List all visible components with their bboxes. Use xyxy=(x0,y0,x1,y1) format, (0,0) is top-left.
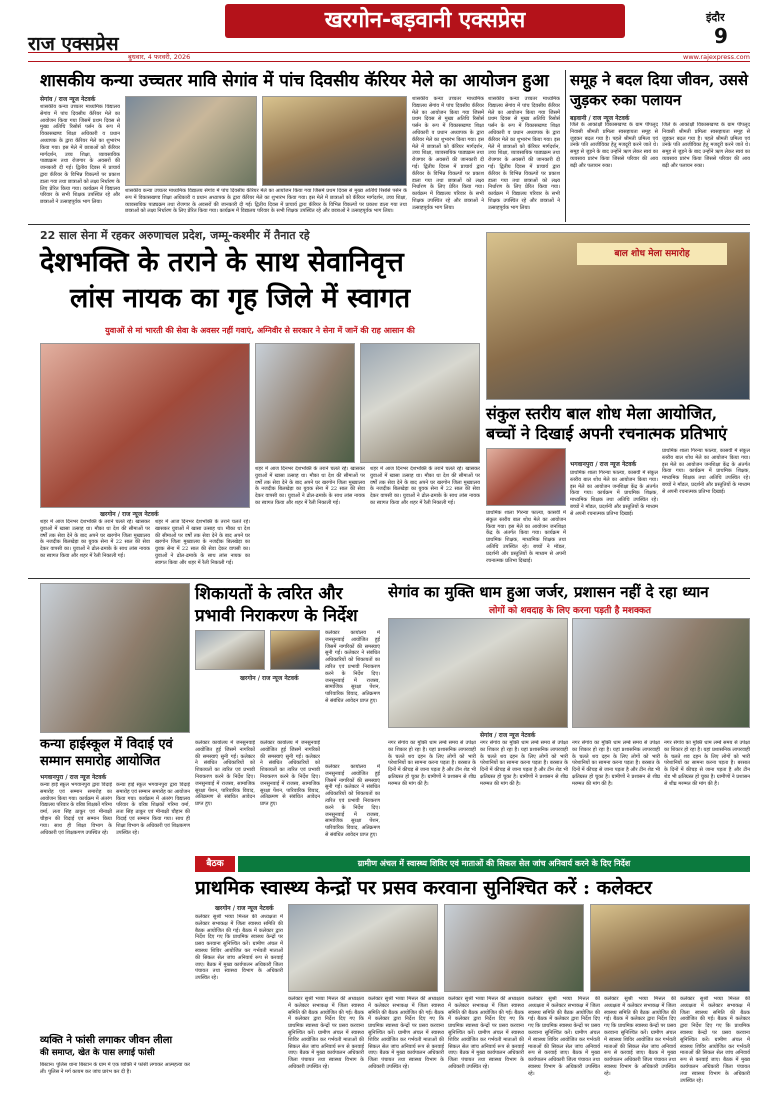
story9-photo1 xyxy=(288,904,438,992)
story1-photo1 xyxy=(125,96,257,186)
edition-city: इंदौर xyxy=(706,11,725,24)
story5-body-col3: कलेक्टर कार्यालय में जनसुनवाई आयोजित हुई जिसमें नागरिकों की समस्याएं सुनी गईं। कलेक्टर ने संबंधित अधिकारियों को शिकायतों का त्वरित एवं प्रभावी निराकरण करने के निर्देश दिए। जनसुनवाई में राजस्व, सामाजिक सुरक्षा पेंशन, पारिवारिक विवाद, अतिक्रमण से संबंधित आवेदन प्राप्त हुए। xyxy=(260,740,320,808)
story1-byline: सेगांव / राज न्यूज नेटवर्क xyxy=(40,96,96,103)
section-divider xyxy=(28,224,750,225)
edition-title: खरगोन-बड़वानी एक्सप्रेस xyxy=(225,4,625,38)
story6-headline: सेगांव का मुक्ति धाम हुआ जर्जर, प्रशासन नहीं दे रहा ध्यान xyxy=(388,583,709,601)
website-url[interactable]: www.rajexpress.com xyxy=(683,53,750,61)
story4-body-col3: प्राथमिक शाला गिरन्या फाल्या, कासवी में संकुल स्तरीय बाल शोध मेले का आयोजन किया गया। इस मेले का आयोजन जनशिक्षा केंद्र के अंतर्गत किया गया। कार्यक्रम में प्राथमिक शिक्षक, माध्यमिक शिक्षक तथा अतिथि उपस्थित रहे। बच्चों ने मॉडल, प्रदर्शनी और प्रस्तुतियों के माध्यम से अपनी रचनात्मक प्रतिभा दिखाई। xyxy=(486,510,566,564)
story8-headline-2: की समाप्त, खेत के पास लगाई फांसी xyxy=(40,1048,155,1058)
story5-photo1 xyxy=(40,583,190,733)
story6-photo1 xyxy=(388,618,568,728)
story5-photo3 xyxy=(270,630,320,670)
section-divider-2 xyxy=(28,578,750,579)
story6-strap: लोगों को शवदाह के लिए करना पड़ती है मशक्कत xyxy=(488,606,651,616)
story1-body-col3: शासकीय कन्या उच्चतर माध्यमिक विद्यालय सेगांव में पांच दिवसीय कॅरियर मेले का आयोजन किया गया जिसमें प्रथम दिवस से मुख्य अतिथि रिसोर्स पर्सन के रूप में विकासखण्ड शिक्षा अधिकारी व प्रधान अध्यापक के द्वारा कॅरियर मेले का शुभारंभ किया गया। इस मेले में छात्राओं को कॅरियर मार्गदर्शन, उच्च शिक्षा, व्यावसायिक पाठ्यक्रम तथा रोजगार के अवसरों की जानकारी दी गई। द्वितीय दिवस में प्राचार्य द्वारा कॅरियर के विभिन्न विकल्पों पर प्रकाश डाला गया तथा छात्राओं को लक्ष्य निर्धारण के लिए प्रेरित किया गया। कार्यक्रम में विद्यालय परिवार के सभी शिक्षक उपस्थित रहे और छात्राओं ने उत्साहपूर्वक भाग लिया। xyxy=(412,96,484,211)
story4-byline: भगवानपुरा / राज न्यूज नेटवर्क xyxy=(570,461,637,468)
story3-strap: युवाओं से मां भारती की सेवा के अवसर नहीं गवाएं, अग्निवीर से सरकार ने सेना में जानें की राह आसान की xyxy=(40,323,480,338)
story5-body-col4: कलेक्टर कार्यालय में जनसुनवाई आयोजित हुई जिसमें नागरिकों की समस्याएं सुनी गईं। कलेक्टर ने संबंधित अधिकारियों को शिकायतों का त्वरित एवं प्रभावी निराकरण करने के निर्देश दिए। जनसुनवाई में राजस्व, सामाजिक सुरक्षा पेंशन, पारिवारिक विवाद, अतिक्रमण से संबंधित आवेदन प्राप्त हुए। xyxy=(325,764,380,838)
story6-body-col3: नगर सेगांव का मुक्ति धाम लम्बे समय से उपेक्षा का शिकार हो रहा है। यहां प्रशासनिक लापरवाही के चलते शव दहन के लिए लोगों को भारी परेशानियों का सामना करना पड़ता है। बरसात के दिनों में कीचड़ से जाना पड़ता है और टीन शेड भी क्षतिग्रस्त हो चुका है। ग्रामीणों ने प्रशासन से शीघ्र मरम्मत की मांग की है। xyxy=(572,740,660,787)
story1-headline: शासकीय कन्या उच्चतर मावि सेगांव में पांच दिवसीय कॅरियर मेले का आयोजन हुआ xyxy=(40,71,549,91)
issue-date: बुधवार, 4 फरवरी, 2026 xyxy=(128,53,191,61)
story7-headline-1: कन्या हाईस्कूल में विदाई एवं xyxy=(40,737,173,752)
story1-body-col2: शासकीय कन्या उच्चतर माध्यमिक विद्यालय सेगांव में पांच दिवसीय कॅरियर मेले का आयोजन किया गया जिसमें प्रथम दिवस से मुख्य अतिथि रिसोर्स पर्सन के रूप में विकासखण्ड शिक्षा अधिकारी व प्रधान अध्यापक के द्वारा कॅरियर मेले का शुभारंभ किया गया। इस मेले में छात्राओं को कॅरियर मार्गदर्शन, उच्च शिक्षा, व्यावसायिक पाठ्यक्रम तथा रोजगार के अवसरों की जानकारी दी गई। द्वितीय दिवस में प्राचार्य द्वारा कॅरियर के विभिन्न विकल्पों पर प्रकाश डाला गया तथा छात्राओं को लक्ष्य निर्धारण के लिए प्रेरित किया गया। कार्यक्रम में विद्यालय परिवार के सभी शिक्षक उपस्थित रहे और छात्राओं ने उत्साहपूर्वक भाग लिया। xyxy=(125,188,407,215)
story9-body-col1: कलेक्टर सुश्री भव्या मित्तल की अध्यक्षता में कलेक्टर सभाकक्ष में जिला स्वास्थ्य समिति की बैठक आयोजित की गई। बैठक में कलेक्टर द्वारा निर्देश दिए गए कि प्राथमिक स्वास्थ्य केन्द्रों पर प्रसव करवाना सुनिश्चित करें। ग्रामीण अंचल में स्वास्थ्य शिविर आयोजित कर गर्भवती माताओं की सिकल सेल जांच अनिवार्य रूप से करवाई जाए। बैठक में मुख्य कार्यपालन अधिकारी जिला पंचायत तथा स्वास्थ्य विभाग के अधिकारी उपस्थित रहे। xyxy=(195,914,283,982)
story1-body-col1: शासकीय कन्या उच्चतर माध्यमिक विद्यालय सेगांव में पांच दिवसीय कॅरियर मेले का आयोजन किया गया जिसमें प्रथम दिवस से मुख्य अतिथि रिसोर्स पर्सन के रूप में विकासखण्ड शिक्षा अधिकारी व प्रधान अध्यापक के द्वारा कॅरियर मेले का शुभारंभ किया गया। इस मेले में छात्राओं को कॅरियर मार्गदर्शन, उच्च शिक्षा, व्यावसायिक पाठ्यक्रम तथा रोजगार के अवसरों की जानकारी दी गई। द्वितीय दिवस में प्राचार्य द्वारा कॅरियर के विभिन्न विकल्पों पर प्रकाश डाला गया तथा छात्राओं को लक्ष्य निर्धारण के लिए प्रेरित किया गया। कार्यक्रम में विद्यालय परिवार के सभी शिक्षक उपस्थित रहे और छात्राओं ने उत्साहपूर्वक भाग लिया। xyxy=(40,104,120,206)
story8-body: बिस्टान। पुलिस थाना बिस्टान के ग्राम में एक व्यक्ति ने फांसी लगाकर आत्महत्या कर ली। पुलिस ने मर्ग कायम कर जांच प्रारंभ कर दी है। xyxy=(40,1062,190,1075)
story3-photo2 xyxy=(255,343,355,463)
story9-body-col5: कलेक्टर सुश्री भव्या मित्तल की अध्यक्षता में कलेक्टर सभाकक्ष में जिला स्वास्थ्य समिति की बैठक आयोजित की गई। बैठक में कलेक्टर द्वारा निर्देश दिए गए कि प्राथमिक स्वास्थ्य केन्द्रों पर प्रसव करवाना सुनिश्चित करें। ग्रामीण अंचल में स्वास्थ्य शिविर आयोजित कर गर्भवती माताओं की सिकल सेल जांच अनिवार्य रूप से करवाई जाए। बैठक में मुख्य कार्यपालन अधिकारी जिला पंचायत तथा स्वास्थ्य विभाग के अधिकारी उपस्थित रहे। xyxy=(528,996,600,1077)
story9-headline: प्राथमिक स्वास्थ्य केन्द्रों पर प्रसव करवाना सुनिश्चित करें : कलेक्टर xyxy=(195,877,652,899)
column-divider xyxy=(565,70,566,222)
story4-body-col1: प्राथमिक शाला गिरन्या फाल्या, कासवी में संकुल स्तरीय बाल शोध मेले का आयोजन किया गया। इस मेले का आयोजन जनशिक्षा केंद्र के अंतर्गत किया गया। कार्यक्रम में प्राथमिक शिक्षक, माध्यमिक शिक्षक तथा अतिथि उपस्थित रहे। बच्चों ने मॉडल, प्रदर्शनी और प्रस्तुतियों के माध्यम से अपनी रचनात्मक प्रतिभा दिखाई। xyxy=(570,470,658,517)
story6-body-col4: नगर सेगांव का मुक्ति धाम लम्बे समय से उपेक्षा का शिकार हो रहा है। यहां प्रशासनिक लापरवाही के चलते शव दहन के लिए लोगों को भारी परेशानियों का सामना करना पड़ता है। बरसात के दिनों में कीचड़ से जाना पड़ता है और टीन शेड भी क्षतिग्रस्त हो चुका है। ग्रामीणों ने प्रशासन से शीघ्र मरम्मत की मांग की है। xyxy=(664,740,750,787)
story6-body-col1: नगर सेगांव का मुक्ति धाम लम्बे समय से उपेक्षा का शिकार हो रहा है। यहां प्रशासनिक लापरवाही के चलते शव दहन के लिए लोगों को भारी परेशानियों का सामना करना पड़ता है। बरसात के दिनों में कीचड़ से जाना पड़ता है और टीन शेड भी क्षतिग्रस्त हो चुका है। ग्रामीणों ने प्रशासन से शीघ्र मरम्मत की मांग की है। xyxy=(388,740,476,787)
story6-body-col2: नगर सेगांव का मुक्ति धाम लम्बे समय से उपेक्षा का शिकार हो रहा है। यहां प्रशासनिक लापरवाही के चलते शव दहन के लिए लोगों को भारी परेशानियों का सामना करना पड़ता है। बरसात के दिनों में कीचड़ से जाना पड़ता है और टीन शेड भी क्षतिग्रस्त हो चुका है। ग्रामीणों ने प्रशासन से शीघ्र मरम्मत की मांग की है। xyxy=(480,740,568,787)
story3-photo3 xyxy=(360,343,480,463)
story9-kicker: ग्रामीण अंचल में स्वास्थ्य शिविर एवं माताओं की सिकल सेल जांच अनिवार्य करने के दिए निर्देश xyxy=(238,856,750,872)
story2-body-col1: जिले के आकांक्षी विकासखण्ड के ग्राम पीपलूद निवासी श्रीमती प्रमिला स्वसहायता समूह से जुड़कर बदल गया है। पहले श्रीमती प्रमिला एवं उनके पति आजीविका हेतु मजदूरी करने जाते थे। समूह से जुड़ने के बाद उन्होंने ऋण लेकर स्वयं का व्यवसाय प्रारंभ किया जिससे परिवार की आय बढ़ी और पलायन रुका। xyxy=(570,122,658,169)
story5-body-col1: कलेक्टर कार्यालय में जनसुनवाई आयोजित हुई जिसमें नागरिकों की समस्याएं सुनी गईं। कलेक्टर ने संबंधित अधिकारियों को शिकायतों का त्वरित एवं प्रभावी निराकरण करने के निर्देश दिए। जनसुनवाई में राजस्व, सामाजिक सुरक्षा पेंशन, पारिवारिक विवाद, अतिक्रमण से संबंधित आवेदन प्राप्त हुए। xyxy=(325,630,380,704)
story3-headline-1: देशभक्ति के तराने के साथ सेवानिवृत्त xyxy=(40,247,404,278)
story3-headline-2: लांस नायक का गृह जिले में स्वागत xyxy=(70,283,411,314)
story3-photo1 xyxy=(40,343,250,508)
story9-body-col2: कलेक्टर सुश्री भव्या मित्तल की अध्यक्षता में कलेक्टर सभाकक्ष में जिला स्वास्थ्य समिति की बैठक आयोजित की गई। बैठक में कलेक्टर द्वारा निर्देश दिए गए कि प्राथमिक स्वास्थ्य केन्द्रों पर प्रसव करवाना सुनिश्चित करें। ग्रामीण अंचल में स्वास्थ्य शिविर आयोजित कर गर्भवती माताओं की सिकल सेल जांच अनिवार्य रूप से करवाई जाए। बैठक में मुख्य कार्यपालन अधिकारी जिला पंचायत तथा स्वास्थ्य विभाग के अधिकारी उपस्थित रहे। xyxy=(288,996,364,1070)
paper-name: राज एक्सप्रेस xyxy=(28,33,119,55)
story9-body-col7: कलेक्टर सुश्री भव्या मित्तल की अध्यक्षता में कलेक्टर सभाकक्ष में जिला स्वास्थ्य समिति की बैठक आयोजित की गई। बैठक में कलेक्टर द्वारा निर्देश दिए गए कि प्राथमिक स्वास्थ्य केन्द्रों पर प्रसव करवाना सुनिश्चित करें। ग्रामीण अंचल में स्वास्थ्य शिविर आयोजित कर गर्भवती माताओं की सिकल सेल जांच अनिवार्य रूप से करवाई जाए। बैठक में मुख्य कार्यपालन अधिकारी जिला पंचायत तथा स्वास्थ्य विभाग के अधिकारी उपस्थित रहे। xyxy=(680,996,750,1084)
story4-headline-2: बच्चों ने दिखाई अपनी रचनात्मक प्रतिभाएं xyxy=(486,424,727,443)
story9-section: बैठक xyxy=(195,856,235,872)
story7-byline: भगवानपुरा / राज न्यूज नेटवर्क xyxy=(40,774,107,781)
story4-headline-1: संकुल स्तरीय बाल शोध मेला आयोजित, xyxy=(486,404,718,423)
story2-byline: बड़वानी / राज न्यूज नेटवर्क xyxy=(570,115,630,122)
story1-body-col4: शासकीय कन्या उच्चतर माध्यमिक विद्यालय सेगांव में पांच दिवसीय कॅरियर मेले का आयोजन किया गया जिसमें प्रथम दिवस से मुख्य अतिथि रिसोर्स पर्सन के रूप में विकासखण्ड शिक्षा अधिकारी व प्रधान अध्यापक के द्वारा कॅरियर मेले का शुभारंभ किया गया। इस मेले में छात्राओं को कॅरियर मार्गदर्शन, उच्च शिक्षा, व्यावसायिक पाठ्यक्रम तथा रोजगार के अवसरों की जानकारी दी गई। द्वितीय दिवस में प्राचार्य द्वारा कॅरियर के विभिन्न विकल्पों पर प्रकाश डाला गया तथा छात्राओं को लक्ष्य निर्धारण के लिए प्रेरित किया गया। कार्यक्रम में विद्यालय परिवार के सभी शिक्षक उपस्थित रहे और छात्राओं ने उत्साहपूर्वक भाग लिया। xyxy=(488,96,560,211)
story7-headline-2: सम्मान समारोह आयोजित xyxy=(40,754,161,769)
story1-photo2 xyxy=(262,96,407,186)
story3-body-col4: शहर में आज दिनभर देशभक्ति के तराने चलते रहे। खासकर युवाओं में खासा उत्साह था। मौका था देश की सीमाओं पर वर्षों तक सेवा देने के बाद अपने घर खरगोन जिला मुख्यालय के नजदीक बिलखेड़ा का युवक सेना में 22 साल की सेवा देकर वापसी का। युवाओं ने ढोल-ढमाके के साथ लांस नायक का स्वागत किया और शहर में रैली निकाली गई। xyxy=(155,519,250,566)
story5-photo2 xyxy=(195,630,265,670)
story9-photo3 xyxy=(590,904,750,992)
story2-headline: समूह ने बदल दिया जीवन, उससे जुड़कर रुका पलायन xyxy=(570,71,749,109)
story3-byline: खरगोन / राज न्यूज नेटवर्क xyxy=(100,511,159,518)
story3-body-col1: शहर में आज दिनभर देशभक्ति के तराने चलते रहे। खासकर युवाओं में खासा उत्साह था। मौका था देश की सीमाओं पर वर्षों तक सेवा देने के बाद अपने घर खरगोन जिला मुख्यालय के नजदीक बिलखेड़ा का युवक सेना में 22 साल की सेवा देकर वापसी का। युवाओं ने ढोल-ढमाके के साथ लांस नायक का स्वागत किया और शहर में रैली निकाली गई। xyxy=(40,519,150,559)
story5-byline: खरगोन / राज न्यूज नेटवर्क xyxy=(240,675,299,682)
story2-body-col2: जिले के आकांक्षी विकासखण्ड के ग्राम पीपलूद निवासी श्रीमती प्रमिला स्वसहायता समूह से जुड़कर बदल गया है। पहले श्रीमती प्रमिला एवं उनके पति आजीविका हेतु मजदूरी करने जाते थे। समूह से जुड़ने के बाद उन्होंने ऋण लेकर स्वयं का व्यवसाय प्रारंभ किया जिससे परिवार की आय बढ़ी और पलायन रुका। xyxy=(662,122,750,169)
date-bar xyxy=(28,52,750,62)
story3-kicker: 22 साल सेना में रहकर अरुणाचल प्रदेश, जम्मू-कश्मीर में तैनात रहे xyxy=(40,229,310,242)
story9-body-col3: कलेक्टर सुश्री भव्या मित्तल की अध्यक्षता में कलेक्टर सभाकक्ष में जिला स्वास्थ्य समिति की बैठक आयोजित की गई। बैठक में कलेक्टर द्वारा निर्देश दिए गए कि प्राथमिक स्वास्थ्य केन्द्रों पर प्रसव करवाना सुनिश्चित करें। ग्रामीण अंचल में स्वास्थ्य शिविर आयोजित कर गर्भवती माताओं की सिकल सेल जांच अनिवार्य रूप से करवाई जाए। बैठक में मुख्य कार्यपालन अधिकारी जिला पंचायत तथा स्वास्थ्य विभाग के अधिकारी उपस्थित रहे। xyxy=(368,996,444,1070)
story9-body-col6: कलेक्टर सुश्री भव्या मित्तल की अध्यक्षता में कलेक्टर सभाकक्ष में जिला स्वास्थ्य समिति की बैठक आयोजित की गई। बैठक में कलेक्टर द्वारा निर्देश दिए गए कि प्राथमिक स्वास्थ्य केन्द्रों पर प्रसव करवाना सुनिश्चित करें। ग्रामीण अंचल में स्वास्थ्य शिविर आयोजित कर गर्भवती माताओं की सिकल सेल जांच अनिवार्य रूप से करवाई जाए। बैठक में मुख्य कार्यपालन अधिकारी जिला पंचायत तथा स्वास्थ्य विभाग के अधिकारी उपस्थित रहे। xyxy=(604,996,676,1077)
story8-headline-1: व्यक्ति ने फांसी लगाकर जीवन लीला xyxy=(40,1035,173,1046)
story5-body-col2: कलेक्टर कार्यालय में जनसुनवाई आयोजित हुई जिसमें नागरिकों की समस्याएं सुनी गईं। कलेक्टर ने संबंधित अधिकारियों को शिकायतों का त्वरित एवं प्रभावी निराकरण करने के निर्देश दिए। जनसुनवाई में राजस्व, सामाजिक सुरक्षा पेंशन, पारिवारिक विवाद, अतिक्रमण से संबंधित आवेदन प्राप्त हुए। xyxy=(195,740,255,808)
story9-byline: खरगोन / राज न्यूज नेटवर्क xyxy=(215,905,274,912)
story4-photo-banner: बाल शोध मेला समारोह xyxy=(577,243,727,265)
page-number: 9 xyxy=(714,24,728,48)
story9-body-col4: कलेक्टर सुश्री भव्या मित्तल की अध्यक्षता में कलेक्टर सभाकक्ष में जिला स्वास्थ्य समिति की बैठक आयोजित की गई। बैठक में कलेक्टर द्वारा निर्देश दिए गए कि प्राथमिक स्वास्थ्य केन्द्रों पर प्रसव करवाना सुनिश्चित करें। ग्रामीण अंचल में स्वास्थ्य शिविर आयोजित कर गर्भवती माताओं की सिकल सेल जांच अनिवार्य रूप से करवाई जाए। बैठक में मुख्य कार्यपालन अधिकारी जिला पंचायत तथा स्वास्थ्य विभाग के अधिकारी उपस्थित रहे। xyxy=(448,996,524,1070)
story4-photo xyxy=(486,232,750,400)
story6-photo2 xyxy=(572,618,750,728)
story3-body-col3: शहर में आज दिनभर देशभक्ति के तराने चलते रहे। खासकर युवाओं में खासा उत्साह था। मौका था देश की सीमाओं पर वर्षों तक सेवा देने के बाद अपने घर खरगोन जिला मुख्यालय के नजदीक बिलखेड़ा का युवक सेना में 22 साल की सेवा देकर वापसी का। युवाओं ने ढोल-ढमाके के साथ लांस नायक का स्वागत किया और शहर में रैली निकाली गई। xyxy=(370,466,480,506)
story5-headline-1: शिकायतों के त्वरित और xyxy=(195,584,343,604)
story4-photo-small xyxy=(486,448,566,506)
story7-body-col1: कन्या हाई स्कूल भगवानपुरा द्वारा विदाई समारोह एवं सम्मान समारोह का आयोजन किया गया। कार्यक्रम में अंतरंग विद्यालय परिवार के वरिष्ठ शिक्षकों गरिमा वर्मा, लता सिंह ठाकुर एवं मीनाक्षी चौहान की विदाई एवं सम्मान किया गया। साथ ही शिक्षा विभाग के अधिकारी एवं शिक्षकगण उपस्थित रहे। xyxy=(40,782,112,836)
story6-byline: सेगांव / राज न्यूज नेटवर्क xyxy=(480,732,536,739)
story4-body-col2: प्राथमिक शाला गिरन्या फाल्या, कासवी में संकुल स्तरीय बाल शोध मेले का आयोजन किया गया। इस मेले का आयोजन जनशिक्षा केंद्र के अंतर्गत किया गया। कार्यक्रम में प्राथमिक शिक्षक, माध्यमिक शिक्षक तथा अतिथि उपस्थित रहे। बच्चों ने मॉडल, प्रदर्शनी और प्रस्तुतियों के माध्यम से अपनी रचनात्मक प्रतिभा दिखाई। xyxy=(662,448,750,495)
story7-body-col2: कन्या हाई स्कूल भगवानपुरा द्वारा विदाई समारोह एवं सम्मान समारोह का आयोजन किया गया। कार्यक्रम में अंतरंग विद्यालय परिवार के वरिष्ठ शिक्षकों गरिमा वर्मा, लता सिंह ठाकुर एवं मीनाक्षी चौहान की विदाई एवं सम्मान किया गया। साथ ही शिक्षा विभाग के अधिकारी एवं शिक्षकगण उपस्थित रहे। xyxy=(116,782,190,836)
story5-headline-2: प्रभावी निराकरण के निर्देश xyxy=(195,606,358,626)
story9-photo2 xyxy=(444,904,584,992)
story3-body-col2: शहर में आज दिनभर देशभक्ति के तराने चलते रहे। खासकर युवाओं में खासा उत्साह था। मौका था देश की सीमाओं पर वर्षों तक सेवा देने के बाद अपने घर खरगोन जिला मुख्यालय के नजदीक बिलखेड़ा का युवक सेना में 22 साल की सेवा देकर वापसी का। युवाओं ने ढोल-ढमाके के साथ लांस नायक का स्वागत किया और शहर में रैली निकाली गई। xyxy=(255,466,365,506)
